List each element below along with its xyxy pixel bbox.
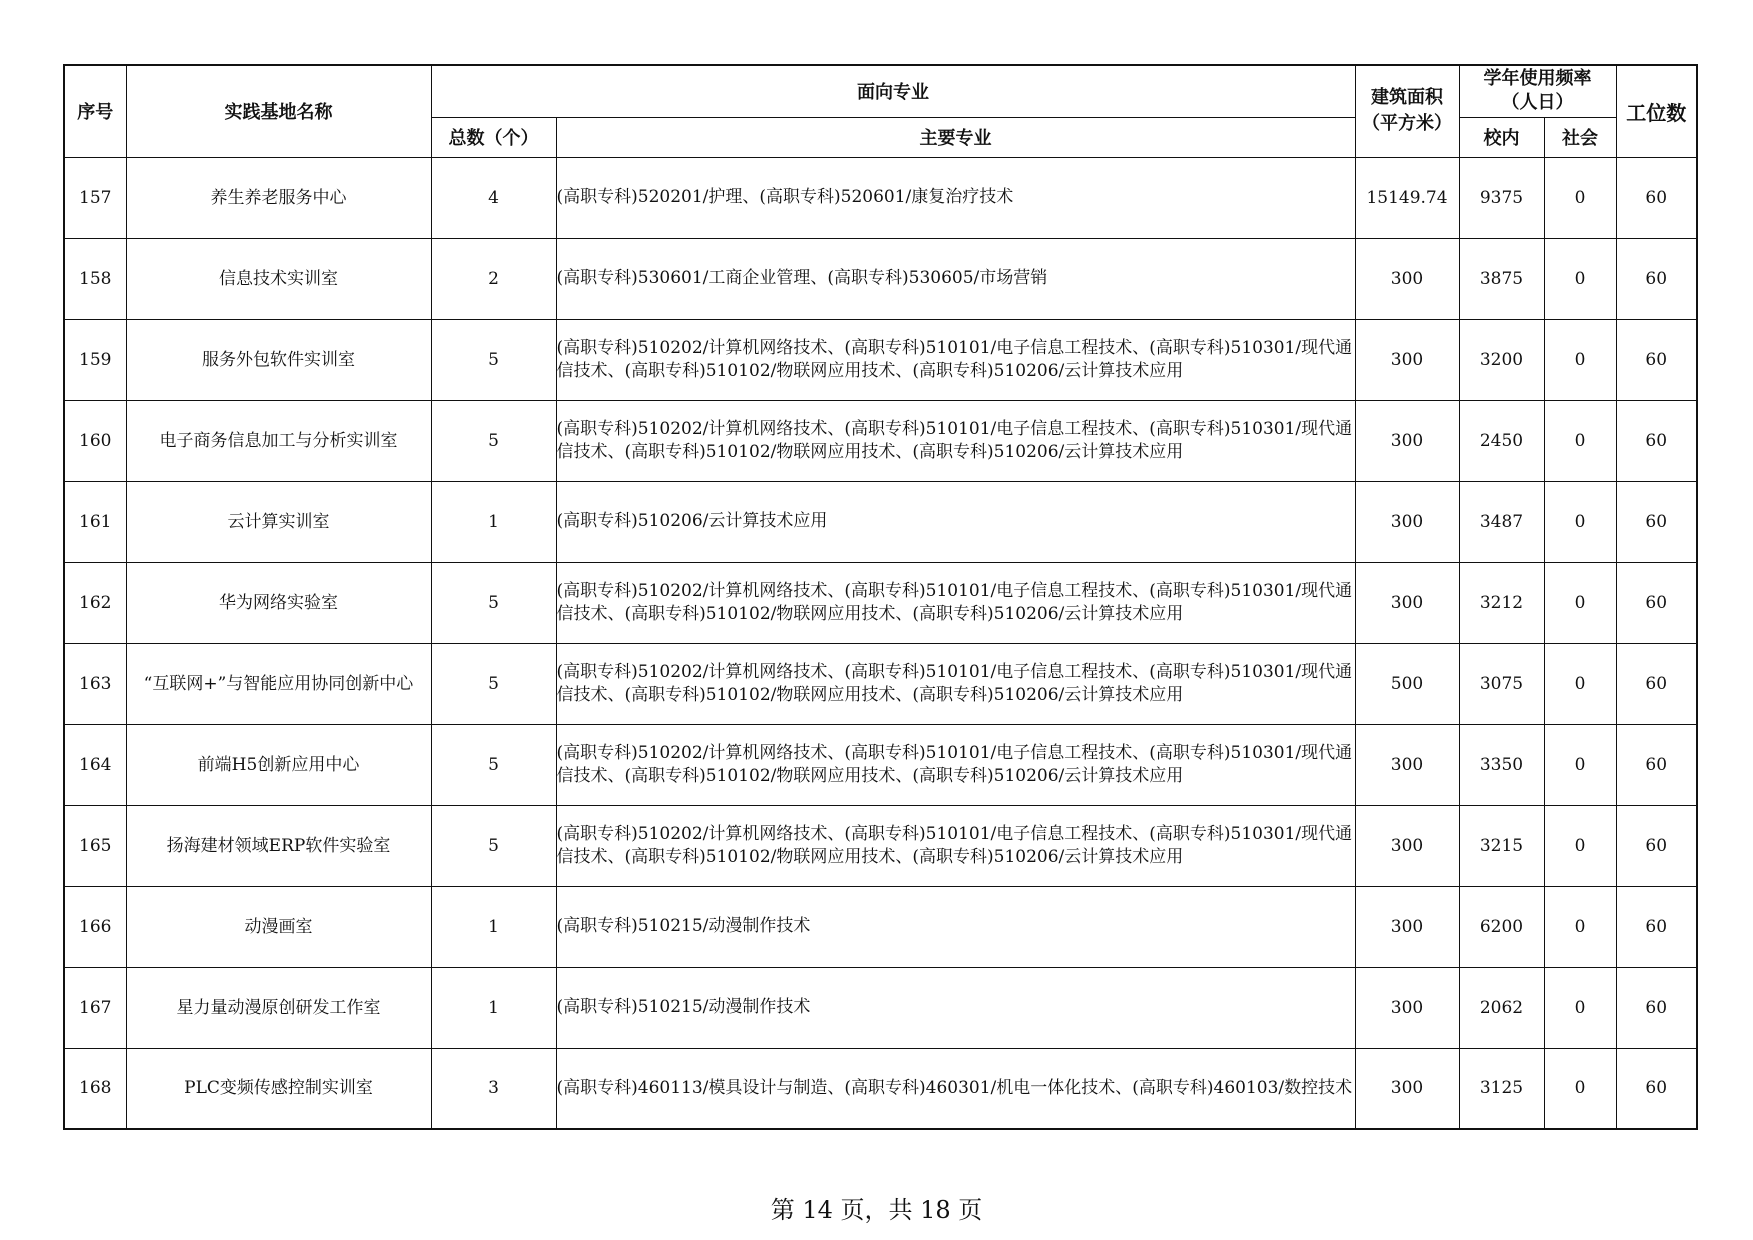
cell-seq: 158 bbox=[64, 238, 126, 319]
table-row bbox=[64, 724, 1697, 805]
cell-stations: 60 bbox=[1616, 1048, 1697, 1129]
cell-area: 300 bbox=[1355, 724, 1459, 805]
cell-name: 信息技术实训室 bbox=[126, 238, 431, 319]
cell-majors: (高职专科)510202/计算机网络技术、(高职专科)510101/电子信息工程技术、(高职专科)510301/现代通信技术、(高职专科)510102/物联网应用技术、(高职专科)510206/云计算技术应用 bbox=[556, 805, 1355, 886]
table-row bbox=[64, 157, 1697, 238]
table-row bbox=[64, 238, 1697, 319]
cell-name: 扬海建材领域ERP软件实验室 bbox=[126, 805, 431, 886]
cell-area: 300 bbox=[1355, 967, 1459, 1048]
cell-seq: 160 bbox=[64, 400, 126, 481]
cell-majors: (高职专科)510202/计算机网络技术、(高职专科)510101/电子信息工程技术、(高职专科)510301/现代通信技术、(高职专科)510102/物联网应用技术、(高职专科)510206/云计算技术应用 bbox=[556, 643, 1355, 724]
cell-area: 300 bbox=[1355, 400, 1459, 481]
cell-name: “互联网+”与智能应用协同创新中心 bbox=[126, 643, 431, 724]
cell-society: 0 bbox=[1544, 562, 1616, 643]
cell-total: 1 bbox=[431, 481, 556, 562]
cell-seq: 161 bbox=[64, 481, 126, 562]
cell-total: 4 bbox=[431, 157, 556, 238]
cell-total: 1 bbox=[431, 967, 556, 1048]
cell-seq: 165 bbox=[64, 805, 126, 886]
cell-total: 1 bbox=[431, 886, 556, 967]
cell-area: 300 bbox=[1355, 886, 1459, 967]
header-campus: 校内 bbox=[1459, 117, 1544, 157]
cell-society: 0 bbox=[1544, 886, 1616, 967]
header-area: 建筑面积（平方米） bbox=[1355, 65, 1459, 157]
cell-area: 300 bbox=[1355, 562, 1459, 643]
cell-campus: 3487 bbox=[1459, 481, 1544, 562]
cell-majors: (高职专科)510202/计算机网络技术、(高职专科)510101/电子信息工程技术、(高职专科)510301/现代通信技术、(高职专科)510102/物联网应用技术、(高职专科)510206/云计算技术应用 bbox=[556, 319, 1355, 400]
cell-area: 300 bbox=[1355, 481, 1459, 562]
cell-campus: 6200 bbox=[1459, 886, 1544, 967]
cell-stations: 60 bbox=[1616, 319, 1697, 400]
cell-campus: 3075 bbox=[1459, 643, 1544, 724]
cell-campus: 3350 bbox=[1459, 724, 1544, 805]
cell-name: 服务外包软件实训室 bbox=[126, 319, 431, 400]
table-row bbox=[64, 562, 1697, 643]
cell-society: 0 bbox=[1544, 400, 1616, 481]
cell-stations: 60 bbox=[1616, 562, 1697, 643]
cell-seq: 163 bbox=[64, 643, 126, 724]
cell-seq: 162 bbox=[64, 562, 126, 643]
cell-total: 5 bbox=[431, 724, 556, 805]
cell-society: 0 bbox=[1544, 724, 1616, 805]
table-row bbox=[64, 643, 1697, 724]
cell-stations: 60 bbox=[1616, 157, 1697, 238]
cell-society: 0 bbox=[1544, 643, 1616, 724]
cell-area: 300 bbox=[1355, 319, 1459, 400]
cell-area: 300 bbox=[1355, 1048, 1459, 1129]
cell-total: 5 bbox=[431, 400, 556, 481]
header-society: 社会 bbox=[1544, 117, 1616, 157]
table-row bbox=[64, 319, 1697, 400]
table-row bbox=[64, 886, 1697, 967]
cell-stations: 60 bbox=[1616, 967, 1697, 1048]
table-row bbox=[64, 481, 1697, 562]
header-name: 实践基地名称 bbox=[126, 65, 431, 157]
table-row bbox=[64, 400, 1697, 481]
cell-stations: 60 bbox=[1616, 886, 1697, 967]
cell-name: 养生养老服务中心 bbox=[126, 157, 431, 238]
cell-campus: 3200 bbox=[1459, 319, 1544, 400]
cell-stations: 60 bbox=[1616, 481, 1697, 562]
cell-stations: 60 bbox=[1616, 238, 1697, 319]
cell-stations: 60 bbox=[1616, 805, 1697, 886]
cell-majors: (高职专科)520201/护理、(高职专科)520601/康复治疗技术 bbox=[556, 157, 1355, 238]
cell-stations: 60 bbox=[1616, 724, 1697, 805]
cell-majors: (高职专科)510215/动漫制作技术 bbox=[556, 967, 1355, 1048]
cell-seq: 166 bbox=[64, 886, 126, 967]
page-footer: 第 14 页，共 18 页 bbox=[770, 1196, 983, 1224]
cell-total: 5 bbox=[431, 643, 556, 724]
cell-majors: (高职专科)510206/云计算技术应用 bbox=[556, 481, 1355, 562]
table-row bbox=[64, 967, 1697, 1048]
cell-campus: 3875 bbox=[1459, 238, 1544, 319]
cell-area: 300 bbox=[1355, 238, 1459, 319]
cell-society: 0 bbox=[1544, 481, 1616, 562]
practice-base-table bbox=[63, 64, 1698, 1130]
cell-seq: 157 bbox=[64, 157, 126, 238]
cell-total: 3 bbox=[431, 1048, 556, 1129]
cell-area: 500 bbox=[1355, 643, 1459, 724]
cell-majors: (高职专科)460113/模具设计与制造、(高职专科)460301/机电一体化技术、(高职专科)460103/数控技术 bbox=[556, 1048, 1355, 1129]
cell-seq: 159 bbox=[64, 319, 126, 400]
cell-area: 15149.74 bbox=[1355, 157, 1459, 238]
cell-society: 0 bbox=[1544, 319, 1616, 400]
cell-society: 0 bbox=[1544, 238, 1616, 319]
cell-majors: (高职专科)510202/计算机网络技术、(高职专科)510101/电子信息工程技术、(高职专科)510301/现代通信技术、(高职专科)510102/物联网应用技术、(高职专科)510206/云计算技术应用 bbox=[556, 724, 1355, 805]
cell-name: 电子商务信息加工与分析实训室 bbox=[126, 400, 431, 481]
header-freq-group: 学年使用频率（人日） bbox=[1459, 65, 1616, 117]
cell-campus: 3215 bbox=[1459, 805, 1544, 886]
cell-total: 5 bbox=[431, 562, 556, 643]
cell-name: 华为网络实验室 bbox=[126, 562, 431, 643]
cell-total: 5 bbox=[431, 805, 556, 886]
header-stations: 工位数 bbox=[1616, 65, 1697, 157]
cell-area: 300 bbox=[1355, 805, 1459, 886]
cell-society: 0 bbox=[1544, 157, 1616, 238]
cell-name: 云计算实训室 bbox=[126, 481, 431, 562]
cell-seq: 164 bbox=[64, 724, 126, 805]
cell-name: 动漫画室 bbox=[126, 886, 431, 967]
cell-majors: (高职专科)530601/工商企业管理、(高职专科)530605/市场营销 bbox=[556, 238, 1355, 319]
cell-total: 2 bbox=[431, 238, 556, 319]
cell-society: 0 bbox=[1544, 1048, 1616, 1129]
cell-society: 0 bbox=[1544, 805, 1616, 886]
header-main-majors: 主要专业 bbox=[556, 117, 1355, 157]
table-row bbox=[64, 805, 1697, 886]
cell-name: 前端H5创新应用中心 bbox=[126, 724, 431, 805]
cell-majors: (高职专科)510202/计算机网络技术、(高职专科)510101/电子信息工程技术、(高职专科)510301/现代通信技术、(高职专科)510102/物联网应用技术、(高职专科)510206/云计算技术应用 bbox=[556, 562, 1355, 643]
cell-campus: 2062 bbox=[1459, 967, 1544, 1048]
cell-campus: 3125 bbox=[1459, 1048, 1544, 1129]
cell-campus: 3212 bbox=[1459, 562, 1544, 643]
cell-majors: (高职专科)510202/计算机网络技术、(高职专科)510101/电子信息工程技术、(高职专科)510301/现代通信技术、(高职专科)510102/物联网应用技术、(高职专科)510206/云计算技术应用 bbox=[556, 400, 1355, 481]
cell-seq: 167 bbox=[64, 967, 126, 1048]
cell-seq: 168 bbox=[64, 1048, 126, 1129]
cell-stations: 60 bbox=[1616, 643, 1697, 724]
cell-campus: 2450 bbox=[1459, 400, 1544, 481]
header-total: 总数（个） bbox=[431, 117, 556, 157]
cell-name: PLC变频传感控制实训室 bbox=[126, 1048, 431, 1129]
cell-society: 0 bbox=[1544, 967, 1616, 1048]
cell-total: 5 bbox=[431, 319, 556, 400]
cell-name: 星力量动漫原创研发工作室 bbox=[126, 967, 431, 1048]
header-majors-group: 面向专业 bbox=[431, 65, 1355, 117]
cell-majors: (高职专科)510215/动漫制作技术 bbox=[556, 886, 1355, 967]
cell-stations: 60 bbox=[1616, 400, 1697, 481]
header-seq: 序号 bbox=[64, 65, 126, 157]
table-row bbox=[64, 1048, 1697, 1129]
cell-campus: 9375 bbox=[1459, 157, 1544, 238]
